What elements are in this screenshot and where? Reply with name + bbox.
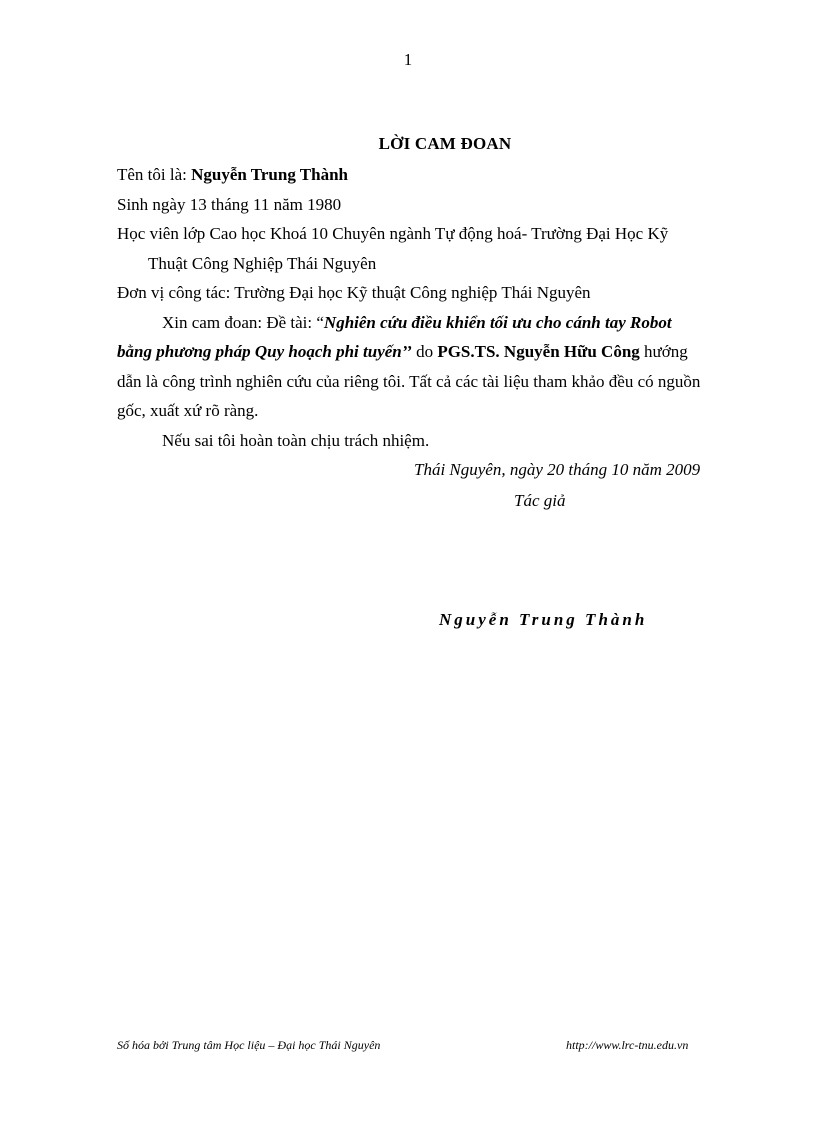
responsibility-line: Nếu sai tôi hoàn toàn chịu trách nhiệm. [162,430,430,450]
declaration-line-4: gốc, xuất xứ rõ ràng. [117,401,259,420]
name-line [117,160,741,190]
footer-credit: Số hóa bởi Trung tâm Học liệu – Đại học Thái Nguyên [117,1038,381,1052]
declaration-line-3: dẫn là công trình nghiên cứu của riêng tôi. Tất cả các tài liệu tham khảo đều có nguồn [117,371,701,391]
declaration-line-1 [117,308,741,338]
place-date: Thái Nguyên, ngày 20 tháng 10 năm 2009 [414,460,701,479]
workplace-line: Đơn vị công tác: Trường Đại học Kỹ thuật Công nghiệp Thái Nguyên [117,283,591,302]
declaration-line-2 [117,337,741,367]
declaration-lead: Xin cam đoan: Đề tài: “ [162,312,324,332]
author-name: Nguyễn Trung Thành [191,165,348,184]
birth-line: Sinh ngày 13 tháng 11 năm 1980 [117,194,342,214]
student-line: Học viên lớp Cao học Khoá 10 Chuyên ngành Tự động hoá- Trường Đại Học Kỹ [117,224,669,243]
signature-name: Nguyễn Trung Thành [439,610,648,629]
page-number: 1 [403,50,413,69]
guided-by-prefix: do [411,342,438,361]
student-line-continued: Thuật Công Nghiệp Thái Nguyên [148,253,377,273]
thesis-topic-part-2: bằng phương pháp Quy hoạch phi tuyến’’ [117,342,412,361]
document-title: LỜI CAM ĐOAN [378,134,512,153]
guided-by-suffix: hướng [639,342,688,361]
thesis-topic-part-1: Nghiên cứu điều khiển tối ưu cho cánh tay Robot [323,312,672,332]
document-body [117,160,741,455]
footer-url[interactable]: http://www.lrc-tnu.edu.vn [566,1038,689,1052]
author-role: Tác giả [514,491,566,510]
supervisor-name: PGS.TS. Nguyễn Hữu Công [437,342,640,361]
name-label: Tên tôi là: [117,165,192,184]
